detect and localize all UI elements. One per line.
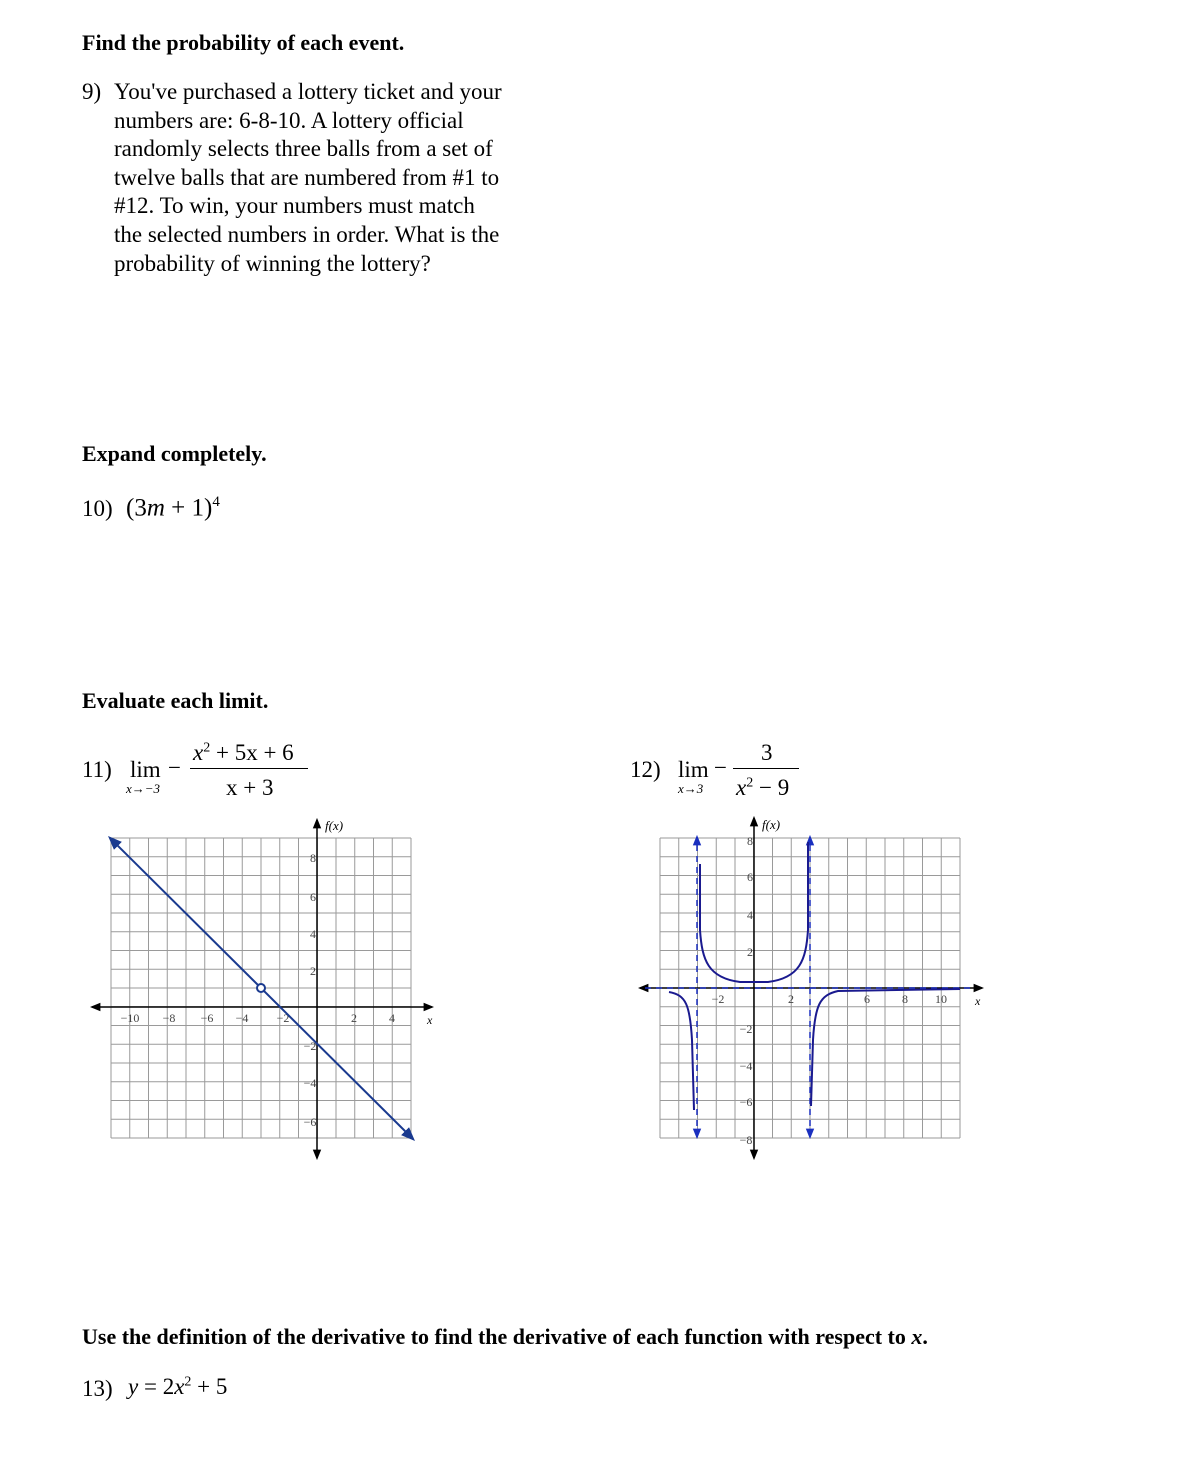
graph-12-y-tick-label: −2 [739,1022,753,1036]
graph-11-y-tick-label: 2 [310,964,316,978]
graph-11-x-tick-label: −2 [276,1011,290,1025]
graph-11-x-tick-label: −8 [162,1011,176,1025]
q12-fraction-bar [733,768,799,769]
graph-11-x-tick-label: −6 [200,1011,214,1025]
q12-denominator: $x^2 - 9$ [736,775,790,800]
graph-12-y-tick-label: −8 [739,1133,753,1147]
graph-12-y-tick-label: −6 [739,1095,753,1109]
expand-heading: Expand completely. [82,441,267,466]
q12-numerator: 3 [761,740,773,765]
probability-heading: Find the probability of each event. [82,30,405,55]
graph-11-x-tick-label: 4 [389,1011,395,1025]
q12-dash: − [714,755,727,780]
q9-line: numbers are: 6-8-10. A lottery official [114,107,464,133]
q9-line: randomly selects three balls from a set of [114,136,493,162]
q11-lim: lim [130,757,161,782]
graph-12-x-tick-label: 2 [788,992,794,1006]
derivative-heading: Use the definition of the derivative to find the derivative of each function with respect to x. [82,1324,928,1349]
graph-11-x-tick-label: 2 [351,1011,357,1025]
q11-numerator: $x^2 + 5x + 6$ [193,740,294,765]
graph-11-y-tick-label: −2 [303,1039,317,1053]
graph-12-x-tick-label: 10 [935,992,947,1006]
q9-line: You've purchased a lottery ticket and your [114,79,502,104]
q9-line: probability of winning the lottery? [114,250,431,276]
q10-number: 10) [82,496,113,521]
graph-12-x-label: x [975,994,981,1008]
q11-number: 11) [82,757,112,782]
graph-12-x-tick-label: −2 [711,992,725,1006]
graph-12 [635,812,995,1162]
graph-11-y-tick-label: 8 [310,851,316,865]
graph-11-hole-point [257,984,265,992]
q11-fraction-bar [190,768,308,769]
graph-12-curve-left [669,992,694,1110]
q13-expression: $y = 2x^2 + 5$ [128,1374,228,1399]
q11-denominator: x + 3 [226,775,274,800]
q9-number: 9) [82,79,102,104]
graph-11-y-tick-label: 6 [310,890,316,904]
graph-12-y-ticks [740,834,753,1147]
q11-lim-sub: x→−3 [126,781,161,796]
graph-11-y-tick-label: −4 [303,1076,317,1090]
graph-11-x-ticks [121,1011,395,1025]
q12-number: 12) [630,757,661,782]
graph-11-y-label: f(x) [325,818,344,833]
graph-12-y-tick-label: 8 [747,834,753,848]
q9-line: twelve balls that are numbered from #1 to [114,164,500,190]
graph-11-y-ticks [304,851,317,1129]
graph-11-x-tick-label: −10 [120,1011,140,1025]
q9-text [114,78,574,278]
graph-11-x-tick-label: −4 [235,1011,249,1025]
q10-expression: $(3m + 1)^4$ [126,494,220,522]
q12-lim-sub: x→3 [678,781,704,796]
graph-12-x-tick-label: 6 [864,992,870,1006]
q9-line: the selected numbers in order. What is the [114,221,500,247]
graph-11-x-label: x [427,1013,433,1027]
q11-dash: − [168,755,181,780]
graph-11 [85,815,445,1165]
graph-12-y-tick-label: 6 [747,870,753,884]
graph-12-y-tick-label: 4 [747,908,753,922]
graph-12-x-tick-label: 8 [902,992,908,1006]
graph-12-y-tick-label: −4 [739,1059,753,1073]
limits-heading: Evaluate each limit. [82,688,269,713]
q13-number: 13) [82,1376,113,1401]
graph-11-y-tick-label: −6 [303,1115,317,1129]
q12-lim: lim [678,757,709,782]
graph-12-y-tick-label: 2 [747,945,753,959]
graph-12-y-label: f(x) [762,817,781,832]
q9-line: #12. To win, your numbers must match [114,193,475,219]
graph-11-y-tick-label: 4 [310,927,316,941]
